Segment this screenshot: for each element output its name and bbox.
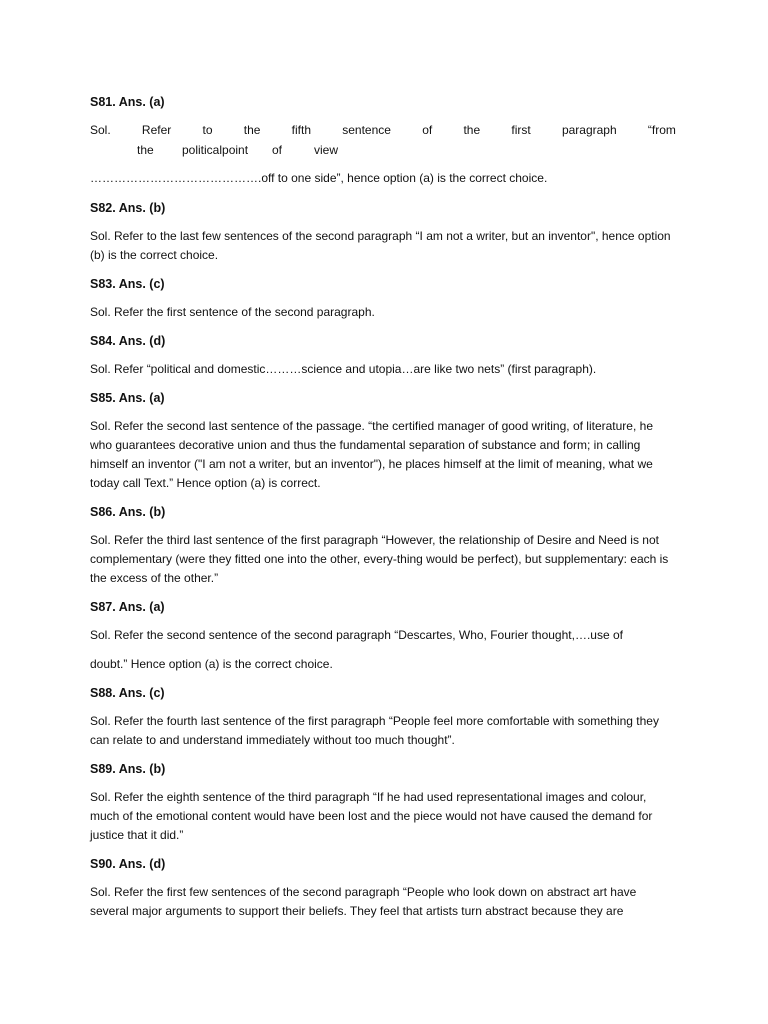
word: view bbox=[314, 143, 339, 157]
solution-s87-line1: Sol. Refer the second sentence of the second paragraph “Descartes, Who, Fourier thought,….use of bbox=[90, 628, 623, 642]
solution-s81-line1 bbox=[90, 121, 676, 140]
solution-s88: Sol. Refer the fourth last sentence of the first paragraph “People feel more comfortable with something they can relate to and understand immediately without too much thought”. bbox=[90, 714, 659, 747]
answer-heading-s87: S87. Ans. (a) bbox=[90, 600, 165, 614]
word: of bbox=[272, 143, 283, 157]
answer-heading-s84: S84. Ans. (d) bbox=[90, 334, 166, 348]
word: “from bbox=[647, 123, 676, 137]
word: Refer bbox=[141, 123, 172, 137]
solution-s84: Sol. Refer “political and domestic………science and utopia…are like two nets” (first paragraph). bbox=[90, 362, 597, 376]
word: to bbox=[202, 123, 213, 137]
word: the bbox=[243, 123, 261, 137]
word: politicalpoint bbox=[182, 143, 249, 157]
answer-heading-s86: S86. Ans. (b) bbox=[90, 505, 166, 519]
solution-s85: Sol. Refer the second last sentence of the passage. “the certified manager of good writing, of literature, he who guarantees decorative union and thus the fundamental separation of substance and form; in calling himself an inventor ("I am not a writer, but an inventor"), he places himself at the limit of meaning, what we today call Text.” Hence option (a) is correct. bbox=[90, 419, 653, 490]
word: the bbox=[463, 123, 481, 137]
solution-s81-line2 bbox=[90, 140, 676, 161]
answer-heading-s88: S88. Ans. (c) bbox=[90, 686, 165, 700]
solution-s87-line2: doubt.” Hence option (a) is the correct choice. bbox=[90, 657, 333, 671]
answer-heading-s85: S85. Ans. (a) bbox=[90, 391, 165, 405]
solution-s86: Sol. Refer the third last sentence of the first paragraph “However, the relationship of Desire and Need is not complementary (were they fitted one into the other, every-thing would be perfect), but supplementary: each is the excess of the other.” bbox=[90, 533, 669, 585]
word: Sol. bbox=[90, 123, 111, 137]
word: of bbox=[422, 123, 433, 137]
answer-key-content bbox=[90, 93, 676, 931]
answer-heading-s82: S82. Ans. (b) bbox=[90, 201, 166, 215]
answer-heading-s83: S83. Ans. (c) bbox=[90, 277, 165, 291]
answer-heading-s90: S90. Ans. (d) bbox=[90, 857, 166, 871]
solution-s90: Sol. Refer the first few sentences of the second paragraph “People who look down on abstract art have several major arguments to support their beliefs. They feel that artists turn abstract because they are bbox=[90, 885, 637, 918]
solution-s81-line3: …………………………………….off to one side”, hence option (a) is the correct choice. bbox=[90, 171, 548, 185]
solution-s82: Sol. Refer to the last few sentences of the second paragraph “I am not a writer, but an inventor", hence option (b) is the correct choice. bbox=[90, 229, 671, 262]
word: sentence bbox=[342, 123, 391, 137]
answer-heading-s81: S81. Ans. (a) bbox=[90, 95, 165, 109]
word: first bbox=[511, 123, 531, 137]
word: the bbox=[137, 143, 154, 157]
word: paragraph bbox=[561, 123, 617, 137]
word: fifth bbox=[291, 123, 312, 137]
answer-heading-s89: S89. Ans. (b) bbox=[90, 762, 166, 776]
solution-s83: Sol. Refer the first sentence of the second paragraph. bbox=[90, 305, 375, 319]
solution-s89: Sol. Refer the eighth sentence of the third paragraph “If he had used representational images and colour, much of the emotional content would have been lost and the piece would not have caused the demand for justice that it did.” bbox=[90, 790, 653, 842]
